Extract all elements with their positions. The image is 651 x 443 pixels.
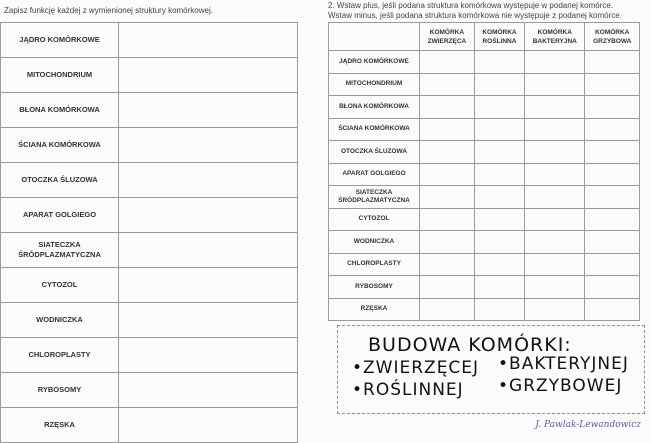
structure-label: OTOCZKA ŚLUZOWA — [1, 163, 119, 198]
answer-cell[interactable] — [420, 118, 475, 141]
table-row — [1, 58, 298, 93]
answer-cell[interactable] — [474, 276, 524, 299]
answer-cell[interactable] — [474, 186, 524, 209]
presence-table — [328, 22, 640, 321]
col-header: KOMÓRKA BAKTERYJNA — [525, 23, 585, 51]
structure-label: WODNICZKA — [329, 231, 420, 254]
structure-label: APARAT GOLGIEGO — [329, 163, 420, 186]
table-row — [329, 208, 640, 231]
answer-cell[interactable] — [585, 73, 640, 96]
answer-cell[interactable] — [585, 141, 640, 164]
table-row — [329, 186, 640, 209]
col-header: KOMÓRKA GRZYBOWA — [585, 23, 640, 51]
answer-cell[interactable] — [525, 276, 585, 299]
table-row — [1, 93, 298, 128]
table-row — [1, 198, 298, 233]
answer-cell[interactable] — [525, 51, 585, 74]
structure-label: MITOCHONDRIUM — [1, 58, 119, 93]
structure-label: SIATECZKA ŚRÓDPLAZMATYCZNA — [329, 186, 420, 209]
answer-cell[interactable] — [119, 303, 298, 338]
structure-label: BŁONA KOMÓRKOWA — [1, 93, 119, 128]
table-row — [1, 373, 298, 408]
structure-label: WODNICZKA — [1, 303, 119, 338]
structure-label: RZĘSKA — [1, 408, 119, 443]
answer-cell[interactable] — [585, 163, 640, 186]
box-item: •ROŚLINNEJ — [352, 380, 464, 400]
answer-cell[interactable] — [119, 93, 298, 128]
answer-cell[interactable] — [420, 253, 475, 276]
structure-label: BŁONA KOMÓRKOWA — [329, 96, 420, 119]
answer-cell[interactable] — [420, 51, 475, 74]
answer-cell[interactable] — [474, 208, 524, 231]
answer-cell[interactable] — [119, 268, 298, 303]
answer-cell[interactable] — [420, 298, 475, 321]
answer-cell[interactable] — [585, 298, 640, 321]
title-box — [337, 325, 645, 414]
answer-cell[interactable] — [525, 298, 585, 321]
answer-cell[interactable] — [474, 118, 524, 141]
box-item: •ZWIERZĘCEJ — [352, 358, 480, 378]
answer-cell[interactable] — [585, 118, 640, 141]
answer-cell[interactable] — [474, 96, 524, 119]
answer-cell[interactable] — [585, 276, 640, 299]
answer-cell[interactable] — [474, 253, 524, 276]
answer-cell[interactable] — [474, 141, 524, 164]
table-row — [1, 128, 298, 163]
table-row — [329, 96, 640, 119]
answer-cell[interactable] — [119, 163, 298, 198]
answer-cell[interactable] — [585, 186, 640, 209]
answer-cell[interactable] — [525, 186, 585, 209]
answer-cell[interactable] — [420, 96, 475, 119]
structure-label: MITOCHONDRIUM — [329, 73, 420, 96]
table-row — [329, 73, 640, 96]
col-header: KOMÓRKA ZWIERZĘCA — [420, 23, 475, 51]
table-row — [329, 163, 640, 186]
structure-label: RYBOSOMY — [1, 373, 119, 408]
answer-cell[interactable] — [119, 58, 298, 93]
answer-cell[interactable] — [420, 141, 475, 164]
right-instruction-1: 2. Wstaw plus, jeśli podana struktura komórkowa występuje w podanej komórce. — [328, 1, 614, 10]
structure-label: RYBOSOMY — [329, 276, 420, 299]
answer-cell[interactable] — [420, 163, 475, 186]
answer-cell[interactable] — [119, 23, 298, 58]
structure-label: ŚCIANA KOMÓRKOWA — [329, 118, 420, 141]
answer-cell[interactable] — [525, 118, 585, 141]
structure-label: CYTOZOL — [1, 268, 119, 303]
answer-cell[interactable] — [119, 338, 298, 373]
answer-cell[interactable] — [119, 198, 298, 233]
answer-cell[interactable] — [119, 373, 298, 408]
answer-cell[interactable] — [525, 96, 585, 119]
table-row — [329, 298, 640, 321]
answer-cell[interactable] — [119, 408, 298, 443]
box-title: BUDOWA KOMÓRKI: — [368, 334, 572, 356]
answer-cell[interactable] — [525, 253, 585, 276]
table-row — [329, 253, 640, 276]
answer-cell[interactable] — [585, 96, 640, 119]
table-row — [1, 338, 298, 373]
signature: J. Pawlak-Lewandowicz — [535, 420, 641, 430]
right-instruction-2: Wstaw minus, jeśli podana struktura komórkowa nie występuje z podanej komórce. — [328, 11, 622, 20]
corner-cell — [329, 23, 420, 51]
structure-label: JĄDRO KOMÓRKOWE — [329, 51, 420, 74]
answer-cell[interactable] — [585, 253, 640, 276]
structure-label: ŚCIANA KOMÓRKOWA — [1, 128, 119, 163]
answer-cell[interactable] — [420, 231, 475, 254]
answer-cell[interactable] — [585, 51, 640, 74]
table-row — [1, 163, 298, 198]
table-row — [329, 51, 640, 74]
structure-label: CHLOROPLASTY — [1, 338, 119, 373]
structure-label: JĄDRO KOMÓRKOWE — [1, 23, 119, 58]
structure-label: RZĘSKA — [329, 298, 420, 321]
table-row — [1, 23, 298, 58]
structure-label: SIATECZKA ŚRÓDPLAZMATYCZNA — [1, 233, 119, 268]
function-table — [0, 22, 298, 443]
table-row — [1, 233, 298, 268]
answer-cell[interactable] — [525, 231, 585, 254]
answer-cell[interactable] — [585, 208, 640, 231]
table-row — [1, 408, 298, 443]
box-item: •BAKTERYJNEJ — [498, 354, 629, 374]
answer-cell[interactable] — [525, 141, 585, 164]
answer-cell[interactable] — [474, 231, 524, 254]
answer-cell[interactable] — [525, 163, 585, 186]
answer-cell[interactable] — [420, 186, 475, 209]
table-row — [1, 268, 298, 303]
structure-label: OTOCZKA ŚLUZOWA — [329, 141, 420, 164]
table-row — [329, 231, 640, 254]
answer-cell[interactable] — [474, 163, 524, 186]
structure-label: CHLOROPLASTY — [329, 253, 420, 276]
answer-cell[interactable] — [119, 128, 298, 163]
left-instruction: Zapisz funkcję każdej z wymienionej struktury komórkowej. — [4, 6, 213, 15]
answer-cell[interactable] — [420, 73, 475, 96]
answer-cell[interactable] — [474, 51, 524, 74]
answer-cell[interactable] — [119, 233, 298, 268]
box-item: •GRZYBOWEJ — [498, 376, 623, 396]
answer-cell[interactable] — [525, 73, 585, 96]
answer-cell[interactable] — [585, 231, 640, 254]
answer-cell[interactable] — [420, 276, 475, 299]
answer-cell[interactable] — [525, 208, 585, 231]
table-row — [329, 276, 640, 299]
table-row — [329, 118, 640, 141]
answer-cell[interactable] — [420, 208, 475, 231]
structure-label: CYTOZOL — [329, 208, 420, 231]
col-header: KOMÓRKA ROŚLINNA — [474, 23, 524, 51]
answer-cell[interactable] — [474, 298, 524, 321]
table-row — [329, 141, 640, 164]
table-row — [1, 303, 298, 338]
structure-label: APARAT GOLGIEGO — [1, 198, 119, 233]
answer-cell[interactable] — [474, 73, 524, 96]
